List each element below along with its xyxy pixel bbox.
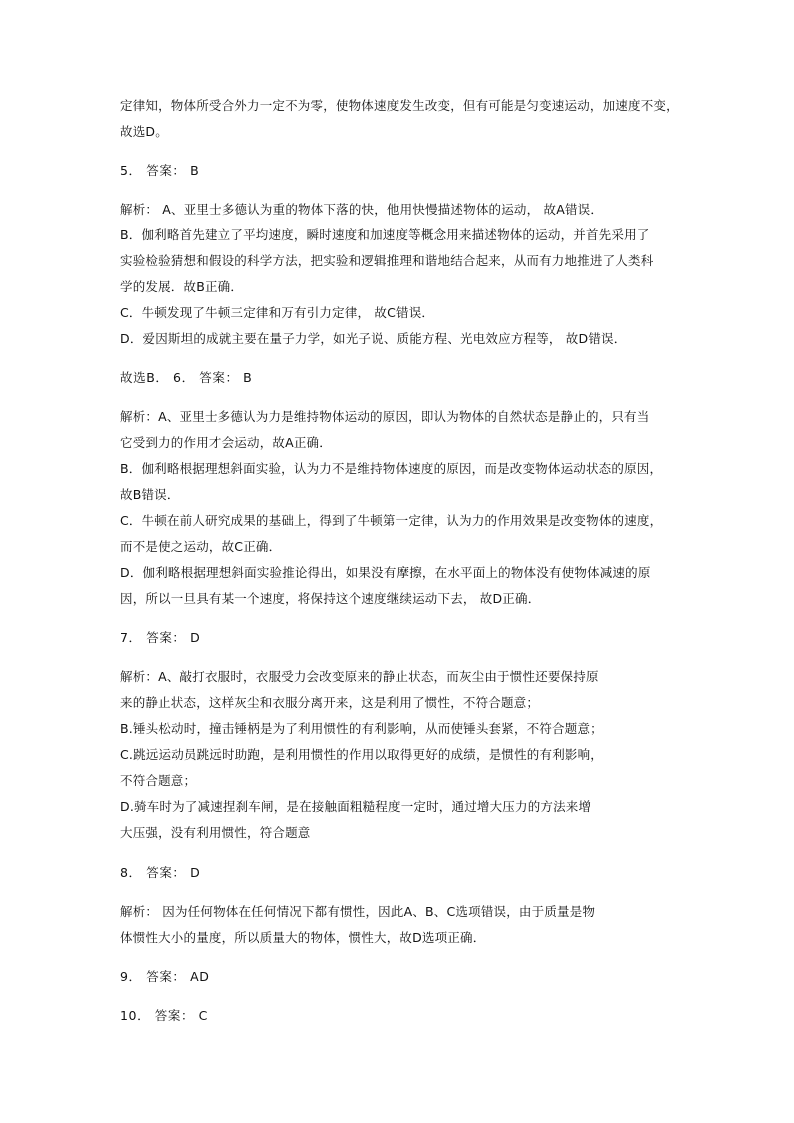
text-line: D．爱因斯坦的成就主要在量子力学，如光子说、质能方程、光电效应方程等， 故D错误． xyxy=(120,331,627,346)
text-line: 学的发展．故B正确． xyxy=(120,279,244,294)
text-line: 不符合题意； xyxy=(120,773,197,788)
answer-line: 5． 答案： B xyxy=(120,163,200,178)
text-line: B.锤头松动时，撞击锤柄是为了利用惯性的有利影响，从而使锤头套紧，不符合题意； xyxy=(120,721,603,736)
text-line: 而不是使之运动，故C正确． xyxy=(120,539,282,554)
answer-line: 故选B． 6． 答案： B xyxy=(120,370,253,385)
text-line: 定律知，物体所受合外力一定不为零，使物体速度发生改变，但有可能是匀变速运动，加速度不变， xyxy=(120,98,679,113)
text-line: D.骑车时为了减速捏刹车闸，是在接触面粗糙程度一定时，通过增大压力的方法来增 xyxy=(120,799,592,814)
text-line: 它受到力的作用才会运动，故A正确． xyxy=(120,435,332,450)
text-line: 故选D。 xyxy=(120,124,168,139)
text-line: 解析： 因为任何物体在任何情况下都有惯性，因此A、B、C选项错误，由于质量是物 xyxy=(120,904,596,919)
text-line: 实验检验猜想和假设的科学方法，把实验和逻辑推理和谐地结合起来，从而有力地推进了人类科 xyxy=(120,253,654,268)
text-line: 大压强，没有利用惯性，符合题意 xyxy=(120,825,311,840)
text-line: C．牛顿在前人研究成果的基础上，得到了牛顿第一定律，认为力的作用效果是改变物体的速度， xyxy=(120,513,663,528)
text-line: 解析：A、敲打衣服时，衣服受力会改变原来的静止状态，而灰尘由于惯性还要保持原 xyxy=(120,669,599,684)
answer-line: 8． 答案： D xyxy=(120,865,201,880)
text-line: 解析： A、亚里士多德认为重的物体下落的快，他用快慢描述物体的运动， 故A错误． xyxy=(120,202,604,217)
text-line: 来的静止状态，这样灰尘和衣服分离开来，这是利用了惯性，不符合题意； xyxy=(120,695,540,710)
text-line: 解析：A、亚里士多德认为力是维持物体运动的原因，即认为物体的自然状态是静止的，只有当 xyxy=(120,409,650,424)
text-line: B．伽利略根据理想斜面实验，认为力不是维持物体速度的原因，而是改变物体运动状态的原因， xyxy=(120,461,663,476)
text-line: C.跳远运动员跳远时助跑，是利用惯性的作用以取得更好的成绩，是惯性的有利影响， xyxy=(120,747,604,762)
text-line: B．伽利略首先建立了平均速度，瞬时速度和加速度等概念用来描述物体的运动，并首先采用了 xyxy=(120,227,650,242)
text-line: 因，所以一旦具有某一个速度，将保持这个速度继续运动下去， 故D正确． xyxy=(120,591,541,606)
text-line: 体惯性大小的量度，所以质量大的物体，惯性大，故D选项正确． xyxy=(120,930,486,945)
text-line: 故B错误． xyxy=(120,487,180,502)
answer-line: 9． 答案： AD xyxy=(120,969,210,984)
answer-line: 7． 答案： D xyxy=(120,630,201,645)
answer-line: 10． 答案： C xyxy=(120,1008,208,1023)
text-line: D．伽利略根据理想斜面实验推论得出，如果没有摩擦，在水平面上的物体没有使物体减速的原 xyxy=(120,565,651,580)
text-line: C．牛顿发现了牛顿三定律和万有引力定律， 故C错误． xyxy=(120,305,435,320)
